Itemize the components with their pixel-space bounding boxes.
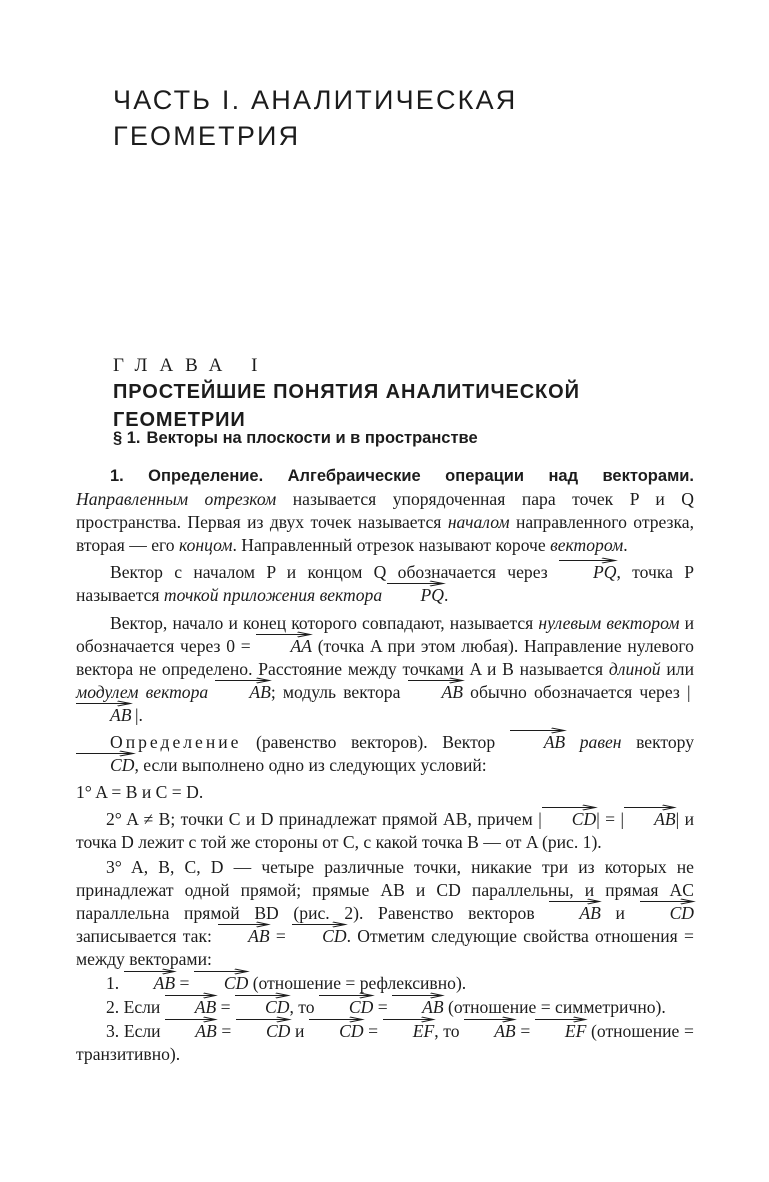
text-span: и xyxy=(615,902,625,923)
vector-label: AB xyxy=(543,732,566,753)
vector-arrow-icon xyxy=(235,992,289,999)
paragraph-zero-vector: Вектор, начало и конец которого совпадают, называется нулевым вектором и обозначается через 0 = AA (точка A при этом любая). Направление нулевого вектора не определено. Расстояние между точками A и B называется длиной или модулем вектора AB ; модуль вектора AB обычно обозначается через | AB |. xyxy=(76,612,694,725)
vector-ab xyxy=(218,925,270,946)
part-title: ЧАСТЬ I. АНАЛИТИЧЕСКАЯ ГЕОМЕТРИЯ xyxy=(113,85,518,151)
text-span: или xyxy=(666,658,694,679)
text-span: и xyxy=(295,1021,305,1042)
chapter-title: ПРОСТЕЙШИЕ ПОНЯТИЯ АНАЛИТИЧЕСКОЙ ГЕОМЕТРИИ xyxy=(113,381,580,431)
text-span: и точка D лежит с той же стороны от C, с какой точка B — от A (рис. 1). xyxy=(76,809,694,853)
vector-label: EF xyxy=(412,1021,435,1042)
vector-label: AB xyxy=(494,1021,516,1042)
vector-label: PQ xyxy=(420,585,444,606)
vector-arrow-icon xyxy=(236,1016,290,1023)
text-span: , точка P называется xyxy=(76,562,694,606)
vector-ab xyxy=(392,996,444,1017)
vector-arrow-icon xyxy=(76,750,134,757)
chapter-label: ГЛАВА I xyxy=(113,355,270,376)
vector-arrow-icon xyxy=(535,1016,587,1023)
subsection-heading: 1. Определение. Алгебраические операции над векторами. xyxy=(110,467,694,485)
paragraph-equality-definition xyxy=(76,731,694,777)
text-span: направленного отрезка, вторая — его xyxy=(76,512,695,556)
text-span: и обозначается через 0 = xyxy=(76,612,694,656)
text-span: (отношение = симметрично). xyxy=(448,997,666,1018)
vector-label: AB xyxy=(248,925,270,946)
vector-arrow-icon xyxy=(387,580,444,587)
text-span: , то xyxy=(289,997,315,1018)
vector-label: PQ xyxy=(593,562,617,583)
vector-label: CD xyxy=(348,997,374,1018)
text-span: 2° A ≠ B; точки C и D принадлежат прямой AB, причем xyxy=(106,809,533,830)
vector-arrow-icon xyxy=(319,992,373,999)
vector-cd xyxy=(236,1020,290,1041)
vector-cd xyxy=(640,902,694,923)
text-span: . Отметим следующие свойства отношения = между векторами: xyxy=(76,925,694,969)
body-text xyxy=(76,464,694,1067)
vector-cd xyxy=(309,1020,363,1041)
property-3: 3. Если AB = CD и CD = EF , то AB = EF (отношение = транзитивно). xyxy=(76,1020,694,1066)
vector-ef xyxy=(383,1020,435,1041)
vector-arrow-icon xyxy=(218,921,270,928)
text-span: (отношение = транзитивно). xyxy=(76,1021,694,1065)
vector-label: AB xyxy=(441,681,464,702)
vector-cd xyxy=(319,996,373,1017)
vector-arrow-icon xyxy=(309,1016,363,1023)
text-span: ; модуль вектора xyxy=(270,681,401,702)
vector-ab xyxy=(124,972,176,993)
vector-ab xyxy=(624,808,676,829)
vector-arrow-icon xyxy=(383,1016,435,1023)
vector-ab xyxy=(215,681,271,702)
vector-label: CD xyxy=(669,902,695,923)
vector-label: CD xyxy=(223,972,249,993)
vector-arrow-icon xyxy=(549,898,601,905)
text-span: 2. Если xyxy=(106,997,161,1018)
vector-arrow-icon xyxy=(76,700,132,707)
paragraph-definition-directed-segment: 1. Определение. Алгебраические операции над векторами. Направленным отрезком называется упорядоченная пара точек P и Q пространства. Первая из двух точек называется началом направленного отрезка, вторая — его концом. Направленный отрезок называют короче вектором. xyxy=(76,467,695,556)
section-number: § 1. xyxy=(113,429,141,447)
vector-label: AA xyxy=(290,635,312,656)
vector-cd xyxy=(235,996,289,1017)
vector-label: CD xyxy=(571,809,597,830)
vector-ef xyxy=(535,1020,587,1041)
vector-arrow-icon xyxy=(292,921,346,928)
text-span: 3. Если xyxy=(106,1021,161,1042)
condition-2: 2° A ≠ B; точки C и D принадлежат прямой AB, причем | CD | = | AB | и точка D лежит с той же стороны от C, с какой точка B — от A (рис. 1). xyxy=(76,808,694,854)
vector-label: AB xyxy=(579,902,601,923)
vector-label: CD xyxy=(110,755,135,776)
text-span: записывается так: xyxy=(76,925,212,946)
term-equal: равен xyxy=(579,732,622,753)
vector-arrow-icon xyxy=(256,631,312,638)
condition-1 xyxy=(76,781,694,804)
vector-arrow-icon xyxy=(624,804,676,811)
vector-label: AB xyxy=(153,972,176,993)
term-length: длиной xyxy=(608,658,661,679)
condition-3: 3° A, B, C, D — четыре различные точки, никакие три из которых не принадлежат одной прямой; прямые AB и CD параллельны, и прямая AC параллельна прямой BD (рис. 2). Равенство векторов AB и CD записывается так: AB = CD . Отметим следующие свойства отношения = между векторами: xyxy=(76,856,695,969)
vector-label: CD xyxy=(339,1021,364,1042)
vector-pq xyxy=(387,584,444,605)
vector-cd xyxy=(292,925,346,946)
vector-ab xyxy=(510,731,566,752)
term-vector: вектором xyxy=(550,535,624,556)
vector-label: AB xyxy=(195,1021,217,1042)
text-span: 1° A = B и C = D. xyxy=(76,782,204,803)
vector-arrow-icon xyxy=(165,992,217,999)
vector-ab xyxy=(464,1020,516,1041)
vector-pq xyxy=(559,561,616,582)
vector-arrow-icon xyxy=(542,804,596,811)
vector-label: AB xyxy=(194,997,217,1018)
text-span: Вектор, начало и конец которого совпадают, называется xyxy=(110,612,534,633)
vector-ab xyxy=(165,1020,217,1041)
vector-cd xyxy=(542,808,596,829)
vector-label: AB xyxy=(654,809,676,830)
vector-arrow-icon xyxy=(194,968,248,975)
text-span: (равенство векторов). Вектор xyxy=(256,732,496,753)
vector-aa xyxy=(256,635,312,656)
vector-cd xyxy=(76,754,134,775)
vector-label: AB xyxy=(249,681,271,702)
vector-ab xyxy=(408,681,464,702)
term-point-of-application: точкой приложения вектора xyxy=(163,585,383,606)
term-modulus: модулем вектора xyxy=(76,681,209,702)
vector-arrow-icon xyxy=(165,1016,217,1023)
vector-arrow-icon xyxy=(215,677,271,684)
text-span: , если выполнено одно из следующих условий: xyxy=(134,755,487,776)
vector-arrow-icon xyxy=(559,557,616,564)
term-zero-vector: нулевым вектором xyxy=(538,612,680,633)
text-span: 3° A, B, C, D — четыре различные точки, никакие три из которых не принадлежат одной прямой; прямые AB и CD параллельны, и прямая AC параллельна прямой BD (рис. 2). Равенство векторов xyxy=(76,856,694,923)
text-span: (отношение = рефлексивно). xyxy=(252,972,467,993)
vector-ab xyxy=(549,902,601,923)
vector-ab xyxy=(76,704,132,725)
vector-ab xyxy=(165,996,217,1017)
text-span: называется упорядоченная пара точек P и Q пространства. Первая из двух точек называется xyxy=(76,489,694,533)
section-title-text: Векторы на плоскости и в пространстве xyxy=(146,429,478,447)
vector-arrow-icon xyxy=(408,677,464,684)
vector-label: CD xyxy=(265,997,290,1018)
term-directed-segment: Направленным отрезком xyxy=(76,489,277,510)
vector-cd xyxy=(194,972,248,993)
text-span: вектору xyxy=(636,732,695,753)
term-end: концом xyxy=(179,535,233,556)
text-span: , то xyxy=(434,1021,460,1042)
vector-label: CD xyxy=(265,1021,291,1042)
section-title xyxy=(113,426,673,450)
vector-arrow-icon xyxy=(392,992,444,999)
vector-arrow-icon xyxy=(464,1016,516,1023)
text-span: Вектор с началом P и концом Q обозначается через xyxy=(110,562,548,583)
text-span: (точка A при этом любая). Направление нулевого вектора не определено. Расстояние между точками A и B называется xyxy=(76,635,694,679)
property-1: 1. AB = CD (отношение = рефлексивно). xyxy=(76,972,694,995)
term-start: началом xyxy=(447,512,510,533)
vector-label: CD xyxy=(322,925,347,946)
text-span: обычно обозначается через xyxy=(470,681,680,702)
vector-arrow-icon xyxy=(640,898,694,905)
text-span: . Направленный отрезок называют короче xyxy=(232,535,546,556)
term-definition: Определение xyxy=(110,732,242,753)
paragraph-vector-notation: Вектор с началом P и концом Q обозначается через PQ , точка P называется точкой приложения вектора PQ . xyxy=(76,561,694,607)
vector-label: EF xyxy=(564,1021,587,1042)
vector-arrow-icon xyxy=(124,968,176,975)
property-2: 2. Если AB = CD , то CD = AB (отношение = симметрично). xyxy=(76,996,694,1019)
vector-arrow-icon xyxy=(510,727,566,734)
vector-label: AB xyxy=(422,997,444,1018)
vector-label: AB xyxy=(110,704,132,725)
